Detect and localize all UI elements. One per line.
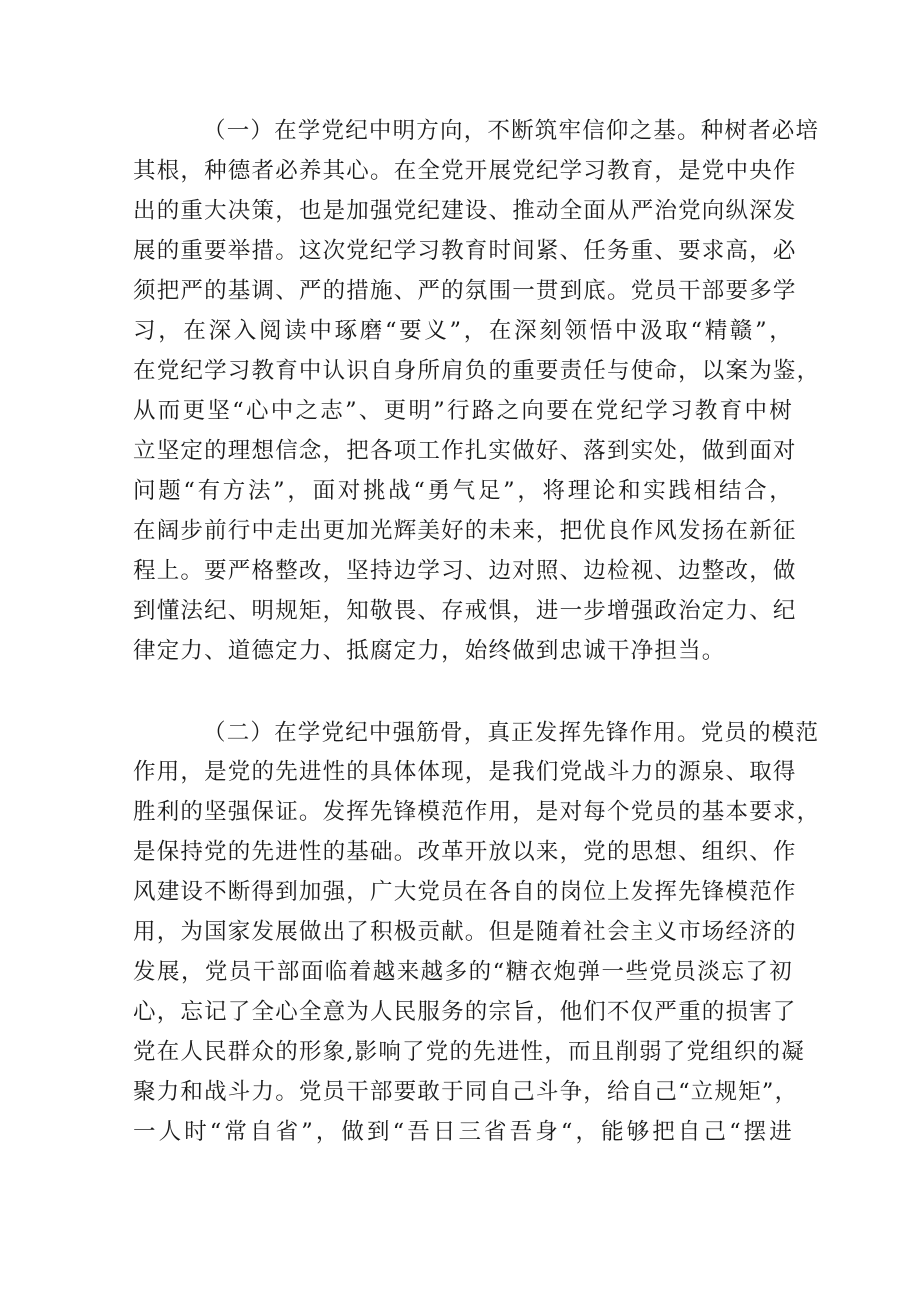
paragraph-line: （二）在学党纪中强筋骨，真正发挥先锋作用。党员的模范 — [203, 720, 820, 746]
paragraph-line: 作用，是党的先进性的具体体现，是我们党战斗力的源泉、取得 — [133, 759, 797, 785]
paragraph-line: 党在人民群众的形象,影响了党的先进性，而且削弱了党组织的凝 — [133, 1039, 805, 1065]
paragraph-line: 在党纪学习教育中认识自身所肩负的重要责任与使命，以案为鉴， — [133, 358, 821, 384]
paragraph-line: 用，为国家发展做出了积极贡献。但是随着社会主义市场经济的 — [133, 919, 797, 945]
paragraph-line: 出的重大决策，也是加强党纪建设、推动全面从严治党向纵深发 — [133, 198, 797, 224]
paragraph-line: 是保持党的先进性的基础。改革开放以来，党的思想、组织、作 — [133, 839, 797, 865]
paragraph-line: 律定力、道德定力、抵腐定力，始终做到忠诚干净担当。 — [133, 638, 726, 664]
paragraph-line: 发展，党员干部面临着越来越多的“糖衣炮弹一些党员淡忘了初 — [133, 959, 793, 985]
paragraph-line: 须把严的基调、严的措施、严的氛围一贯到底。党员干部要多学 — [133, 278, 797, 304]
paragraph-line: 聚力和战斗力。党员干部要敢于同自己斗争，给自己“立规矩”， — [133, 1079, 799, 1105]
paragraph-line: 展的重要举措。这次党纪学习教育时间紧、任务重、要求高，必 — [133, 238, 797, 264]
paragraph-line: 习，在深入阅读中琢磨“要义”，在深刻领悟中汲取“精赣”， — [133, 318, 793, 344]
paragraph-line: 其根，种德者必养其心。在全党开展党纪学习教育，是党中央作 — [133, 158, 797, 184]
paragraph-line: 胜利的坚强保证。发挥先锋模范作用，是对每个党员的基本要求， — [133, 799, 821, 825]
paragraph-line: 立坚定的理想信念，把各项工作扎实做好、落到实处，做到面对 — [133, 438, 797, 464]
paragraph-line: 心，忘记了全心全意为人民服务的宗旨，他们不仅严重的损害了 — [133, 999, 797, 1025]
paragraph-line: （一）在学党纪中明方向，不断筑牢信仰之基。种树者必培 — [203, 118, 820, 144]
paragraph-line: 风建设不断得到加强，广大党员在各自的岗位上发挥先锋模范作 — [133, 879, 797, 905]
paragraph-line: 一人时“常自省”，做到“吾日三省吾身“，能够把自己“摆进 — [133, 1119, 793, 1145]
paragraph-line: 从而更坚“心中之志”、更明”行路之向要在党纪学习教育中树 — [133, 398, 793, 424]
paragraph-line: 到懂法纪、明规矩，知敬畏、存戒惧，进一步增强政治定力、纪 — [133, 598, 797, 624]
paragraph-line: 问题“有方法”，面对挑战“勇气足”，将理论和实践相结合， — [133, 478, 793, 504]
paragraph-line: 在阔步前行中走出更加光辉美好的未来，把优良作风发扬在新征 — [133, 518, 797, 544]
paragraph-line: 程上。要严格整改，坚持边学习、边对照、边检视、边整改，做 — [133, 558, 797, 584]
